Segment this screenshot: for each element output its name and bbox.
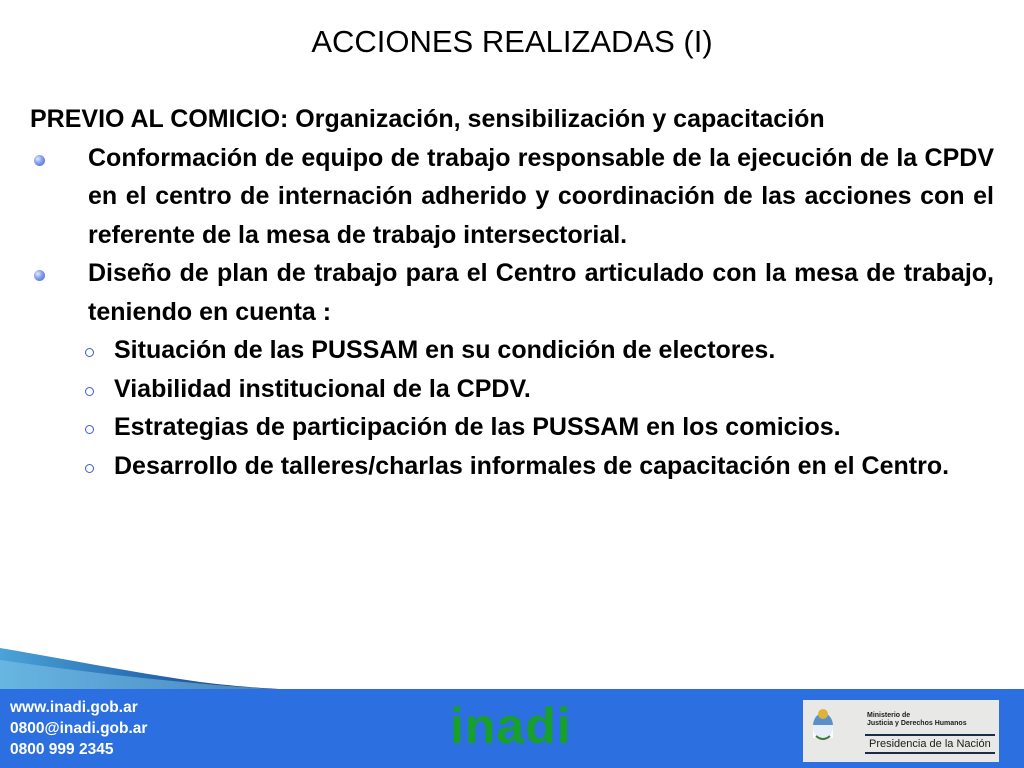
sub-bullet-item	[30, 408, 994, 447]
slide-title: ACCIONES REALIZADAS (I)	[311, 24, 713, 59]
ministry-text	[867, 712, 967, 728]
footer-bar	[0, 689, 1024, 768]
phone-number: 0800 999 2345	[10, 741, 114, 758]
sub-bullet-text: Viabilidad institucional de la CPDV.	[114, 374, 531, 403]
sub-bullet-item	[30, 370, 994, 409]
sub-bullet-text: Situación de las PUSSAM en su condición de electores.	[114, 336, 776, 364]
bullet-item	[30, 254, 994, 331]
bullet-ring-icon	[85, 348, 94, 357]
sub-bullet-item	[30, 331, 994, 370]
contact-info	[10, 697, 147, 760]
bullet-text: Diseño de plan de trabajo para el Centro articulado con la mesa de trabajo, teniendo en cuenta :	[88, 259, 994, 326]
national-emblem-icon	[811, 706, 835, 742]
bullet-item	[30, 139, 994, 255]
bullet-dot-icon	[34, 270, 45, 281]
slide-body	[30, 100, 994, 485]
ministry-line-2: Justicia y Derechos Humanos	[867, 720, 967, 727]
bullet-ring-icon	[85, 425, 94, 434]
sub-bullet-text: Estrategias de participación de las PUSSAM en los comicios.	[114, 413, 841, 441]
email-link[interactable]: 0800@inadi.gob.ar	[10, 720, 148, 737]
decorative-swoosh	[0, 620, 300, 692]
ministry-logo	[803, 700, 999, 762]
section-heading: PREVIO AL COMICIO: Organización, sensibilización y capacitación	[30, 105, 825, 133]
website-link[interactable]: www.inadi.gob.ar	[10, 699, 138, 716]
sub-bullet-item	[30, 447, 994, 486]
inadi-logo: inadi	[450, 698, 572, 754]
presidencia-label: Presidencia de la Nación	[865, 734, 995, 754]
bullet-ring-icon	[85, 387, 94, 396]
bullet-dot-icon	[34, 155, 45, 166]
sub-bullet-text: Desarrollo de talleres/charlas informales de capacitación en el Centro.	[114, 451, 950, 480]
bullet-ring-icon	[85, 464, 94, 473]
bullet-text: Conformación de equipo de trabajo responsable de la ejecución de la CPDV en el centro de internación adherido y coordinación de las acciones con el referente de la mesa de trabajo intersectorial.	[88, 143, 994, 249]
ministry-line-1: Ministerio de	[867, 712, 911, 719]
